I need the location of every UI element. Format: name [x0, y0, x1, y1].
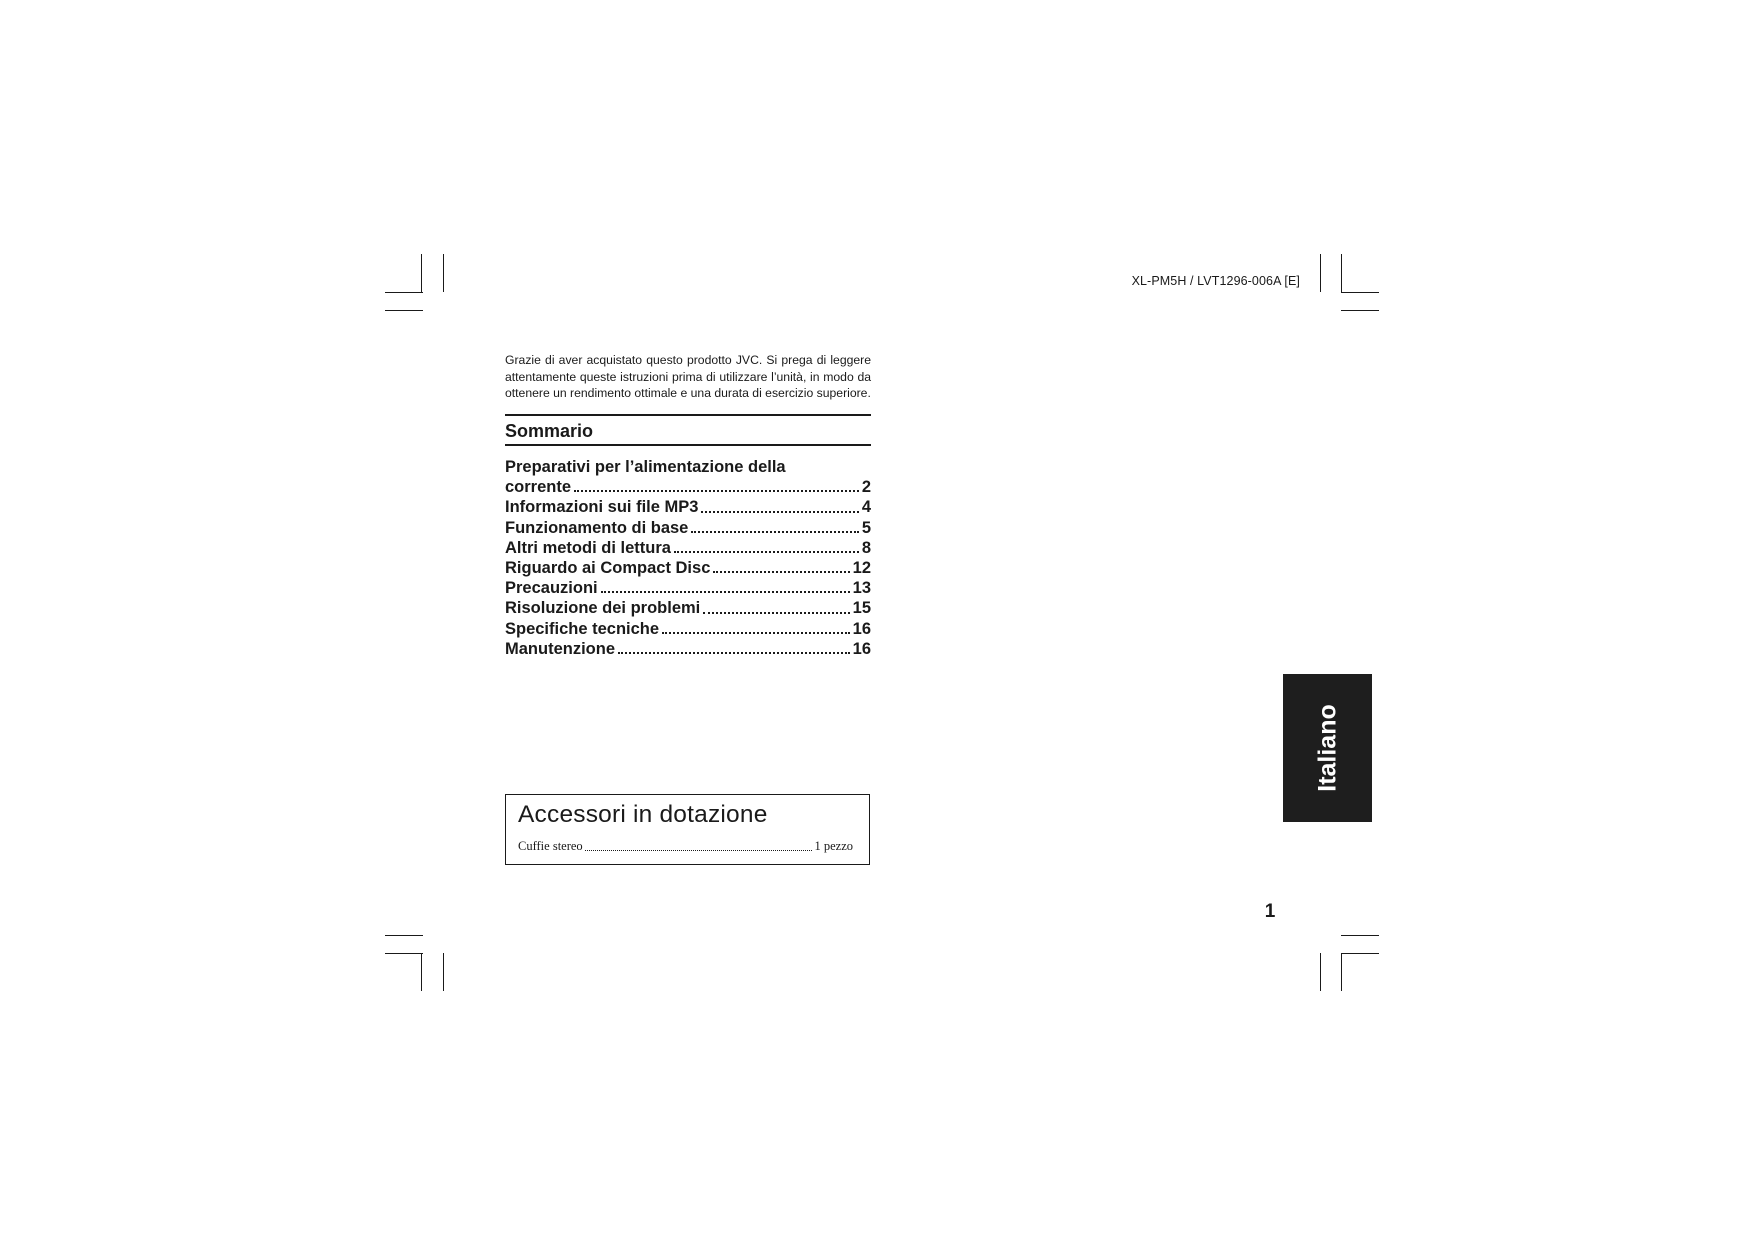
- toc-item-label: Informazioni sui file MP3: [505, 498, 699, 517]
- toc-item-label: Preparativi per l’alimentazione della: [505, 458, 786, 476]
- toc-leader-dots: [574, 489, 859, 492]
- toc-item[interactable]: [505, 619, 871, 639]
- toc-item[interactable]: [505, 538, 871, 558]
- toc-leader-dots: [601, 590, 850, 593]
- toc-item-label: Riguardo ai Compact Disc: [505, 558, 711, 577]
- toc-leader-dots: [618, 651, 850, 654]
- crop-mark: [1341, 292, 1379, 293]
- toc-item-page: 15: [852, 599, 871, 618]
- crop-mark: [1341, 254, 1342, 292]
- toc-leader-dots: [713, 570, 849, 573]
- toc-item-label: Manutenzione: [505, 639, 615, 658]
- crop-mark: [443, 953, 444, 991]
- toc-item[interactable]: [505, 558, 871, 578]
- toc-item[interactable]: [505, 639, 871, 659]
- toc-item-page: 13: [852, 579, 871, 598]
- crop-mark: [385, 310, 423, 311]
- toc-leader-dots: [674, 550, 859, 553]
- toc-leader-dots: [701, 510, 858, 513]
- crop-mark: [1341, 953, 1379, 954]
- toc-item-page: 5: [861, 518, 871, 537]
- page-number: 1: [1264, 901, 1276, 922]
- crop-mark: [1341, 935, 1379, 936]
- toc-item-label: Altri metodi di lettura: [505, 538, 671, 557]
- toc-item-page: 16: [852, 639, 871, 658]
- accessory-quantity: 1 pezzo: [814, 839, 853, 853]
- crop-mark: [443, 254, 444, 292]
- toc-item-label: Specifiche tecniche: [505, 619, 660, 638]
- toc-item[interactable]: [505, 598, 871, 618]
- crop-mark: [385, 953, 423, 954]
- language-tab-label: Italiano: [1313, 704, 1341, 792]
- toc-item-page: 2: [861, 478, 871, 497]
- toc-heading-bar: [505, 414, 871, 446]
- toc-item[interactable]: [505, 578, 871, 598]
- crop-mark: [421, 254, 422, 292]
- accessory-item: [518, 839, 853, 854]
- toc-item-label: Funzionamento di base: [505, 518, 689, 537]
- toc-item-page: 4: [861, 498, 871, 517]
- accessories-box: [505, 794, 870, 865]
- crop-mark: [1320, 953, 1321, 991]
- toc-leader-dots: [662, 631, 850, 634]
- toc-item-page: 16: [852, 619, 871, 638]
- toc-item-label: Precauzioni: [505, 579, 598, 598]
- toc-item[interactable]: [505, 457, 871, 477]
- table-of-contents: [505, 457, 871, 659]
- intro-paragraph: Grazie di aver acquistato questo prodotto JVC. Si prega di leggere attentamente queste istruzioni prima di utilizzare l’unità, in modo da ottenere un rendimento ottimale e una durata di esercizio superiore.: [505, 353, 871, 401]
- toc-item[interactable]: [505, 518, 871, 538]
- toc-item-label: corrente: [505, 478, 572, 497]
- toc-leader-dots: [691, 530, 858, 533]
- crop-mark: [385, 935, 423, 936]
- crop-mark: [1341, 310, 1379, 311]
- toc-item-page: 8: [861, 538, 871, 557]
- document-code: XL-PM5H / LVT1296-006A [E]: [1131, 274, 1300, 288]
- toc-heading: Sommario: [505, 421, 594, 441]
- crop-mark: [1341, 953, 1342, 991]
- toc-leader-dots: [703, 611, 849, 614]
- language-tab: [1283, 674, 1372, 822]
- toc-item[interactable]: [505, 477, 871, 497]
- crop-mark: [421, 953, 422, 991]
- toc-item-label: Risoluzione dei problemi: [505, 599, 701, 618]
- toc-item-page: 12: [852, 558, 871, 577]
- accessories-title: Accessori in dotazione: [518, 801, 768, 828]
- accessory-name: Cuffie stereo: [518, 839, 583, 853]
- toc-item[interactable]: [505, 497, 871, 517]
- crop-mark: [1320, 254, 1321, 292]
- accessory-leader-dots: [585, 849, 813, 851]
- crop-mark: [385, 292, 423, 293]
